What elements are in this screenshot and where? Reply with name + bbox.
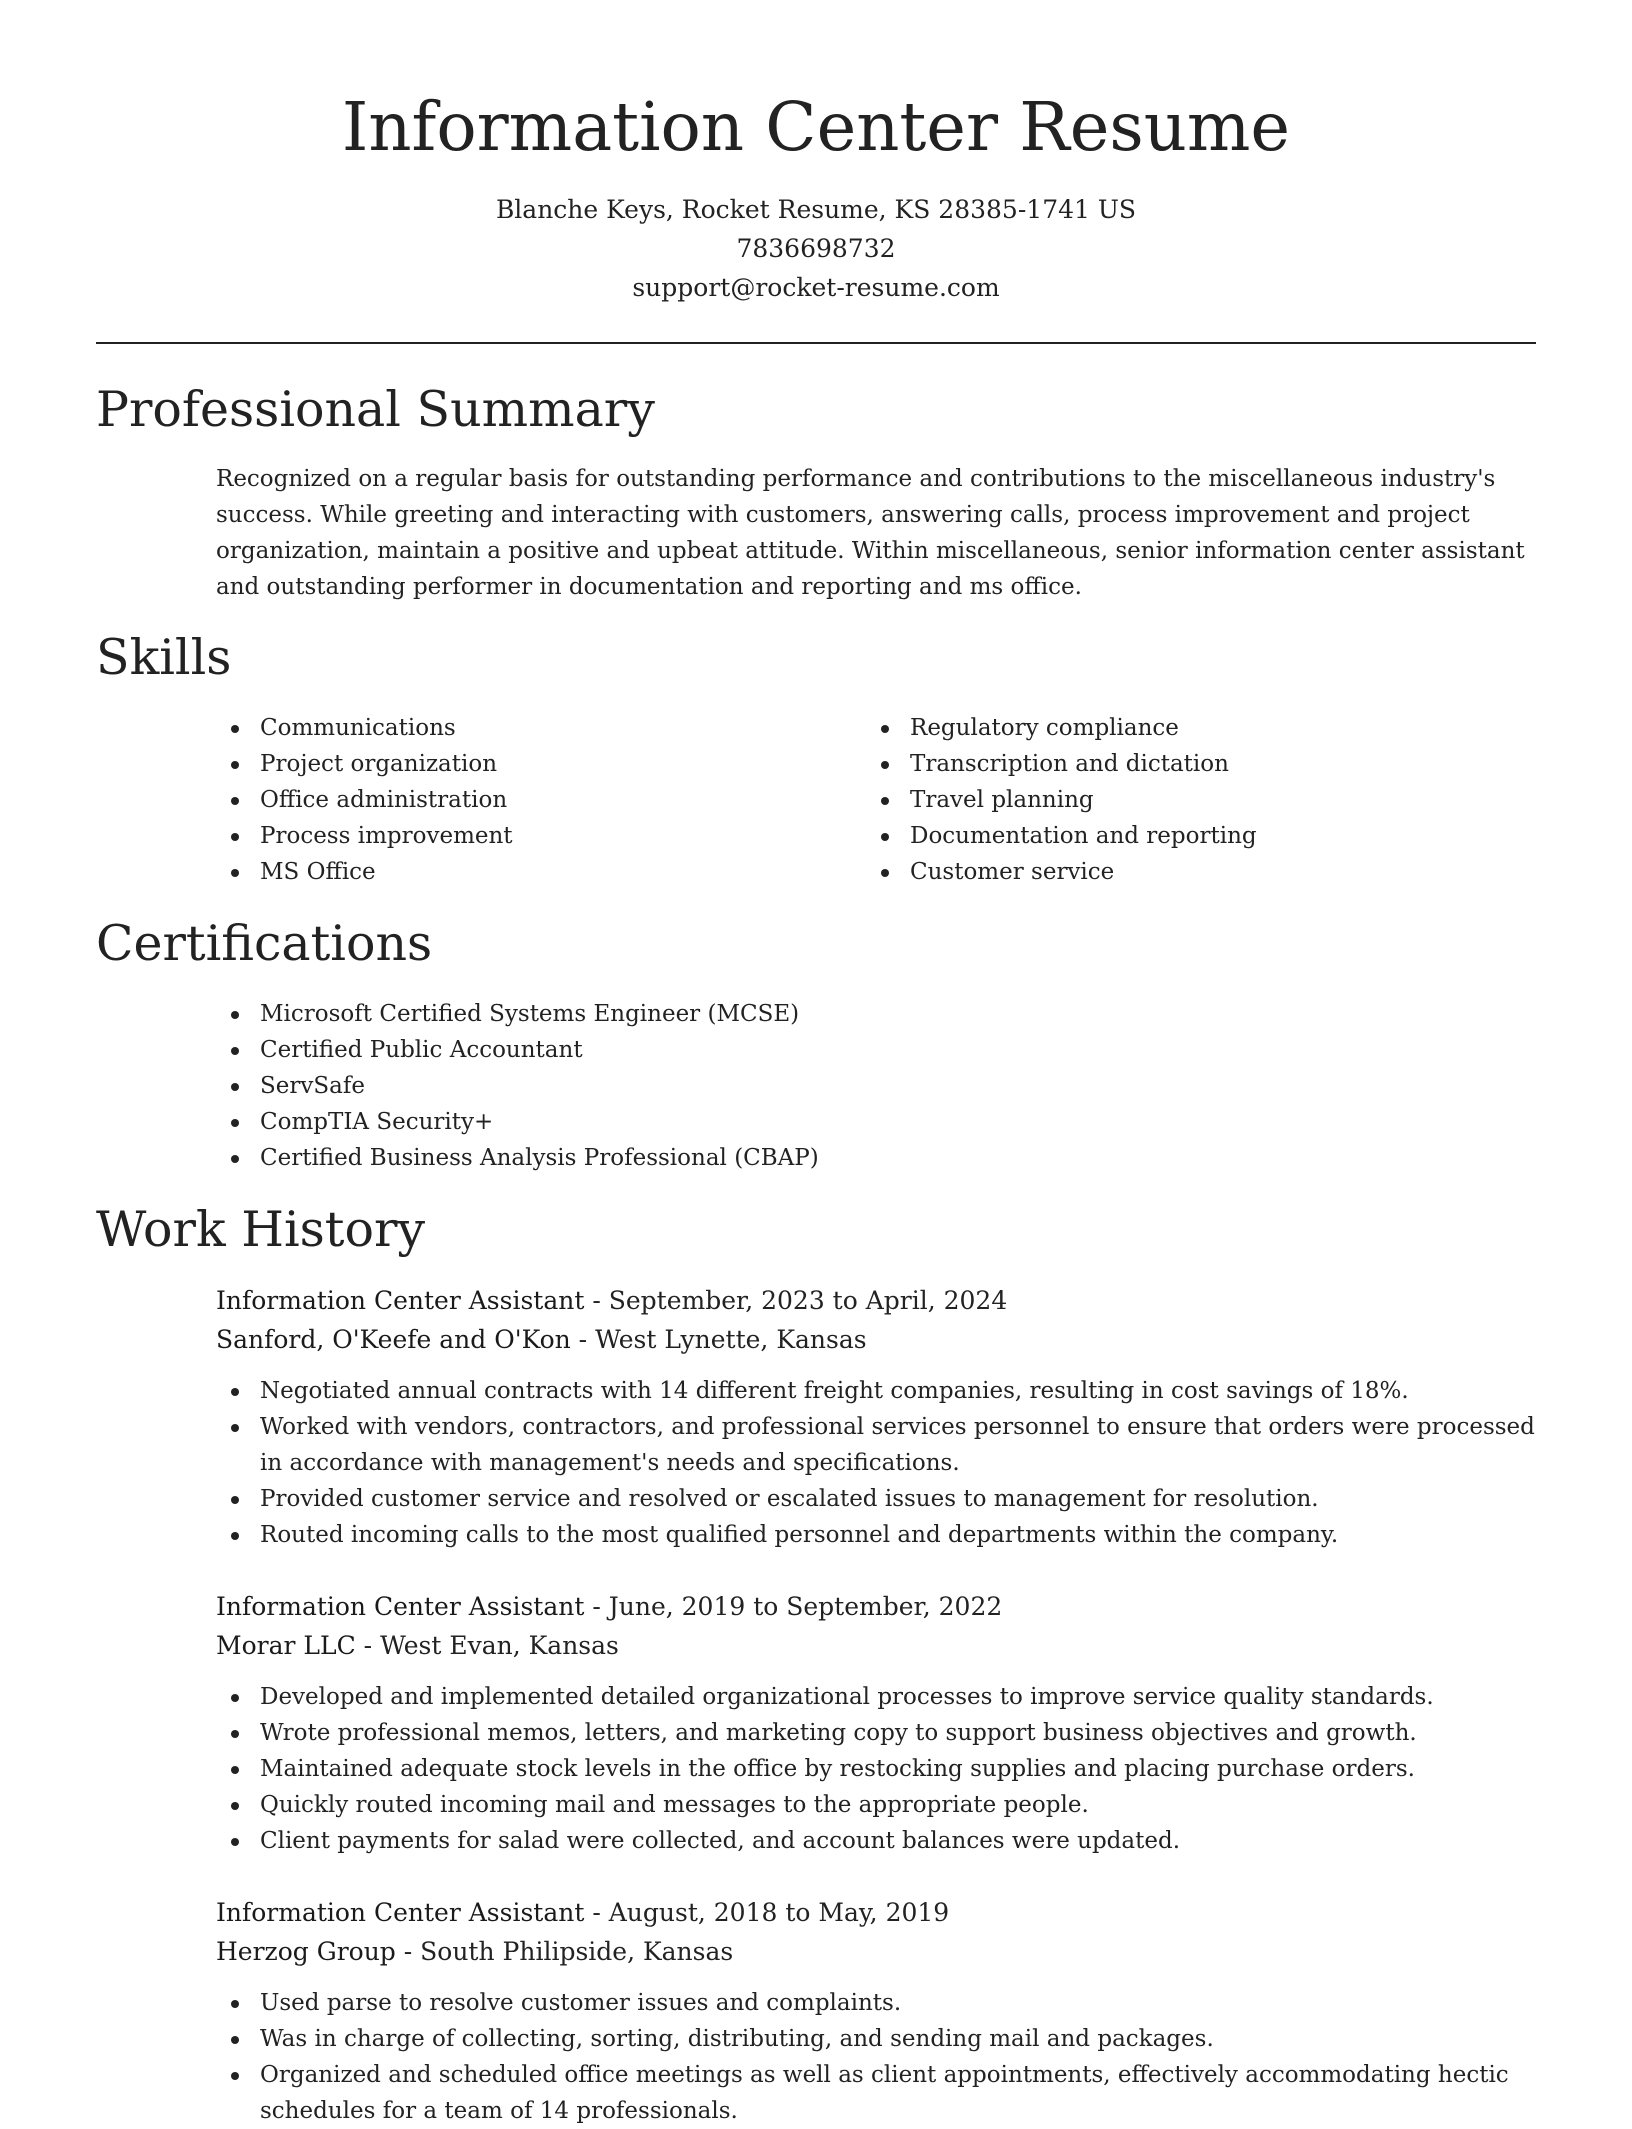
skill-item: Project organization bbox=[216, 746, 856, 782]
job-location: South Philipside, Kansas bbox=[420, 1937, 734, 1966]
header-divider bbox=[96, 342, 1536, 344]
skill-item: Transcription and dictation bbox=[866, 746, 1506, 782]
contact-email: support@rocket-resume.com bbox=[632, 273, 1000, 302]
job-bullet: Worked with vendors, contractors, and professional services personnel to ensure that orders were processed in accordance with management's needs and specifications. bbox=[216, 1409, 1536, 1481]
job-company: Morar LLC bbox=[216, 1631, 356, 1660]
job-company-line bbox=[216, 1320, 1536, 1359]
job-bullet: Routed incoming calls to the most qualified personnel and departments within the company. bbox=[216, 1517, 1536, 1553]
job-title: Information Center Assistant bbox=[216, 1286, 585, 1315]
certification-item: ServSafe bbox=[216, 1068, 1536, 1104]
job-separator: - bbox=[584, 1898, 609, 1927]
section-title-work-history: Work History bbox=[96, 1201, 426, 1258]
job-title-line bbox=[216, 1587, 1536, 1626]
job-separator: - bbox=[355, 1631, 381, 1660]
certification-item: Certified Business Analysis Professional (CBAP) bbox=[216, 1140, 1536, 1176]
contact-block bbox=[0, 190, 1632, 307]
job-bullet: Provided customer service and resolved or escalated issues to management for resolution. bbox=[216, 1481, 1536, 1517]
skills-list-left bbox=[216, 710, 856, 890]
skill-item: Process improvement bbox=[216, 818, 856, 854]
job-bullet: Maintained adequate stock levels in the office by restocking supplies and placing purchase orders. bbox=[216, 1751, 1536, 1787]
job-dates: September, 2023 to April, 2024 bbox=[608, 1286, 1008, 1315]
certification-item: Microsoft Certified Systems Engineer (MCSE) bbox=[216, 996, 1536, 1032]
job-bullet: Was in charge of collecting, sorting, distributing, and sending mail and packages. bbox=[216, 2021, 1536, 2057]
job-dates: June, 2019 to September, 2022 bbox=[608, 1592, 1003, 1621]
job-company: Sanford, O'Keefe and O'Kon bbox=[216, 1325, 571, 1354]
contact-phone: 7836698732 bbox=[736, 234, 896, 263]
job-bullet: Organized and scheduled office meetings as well as client appointments, effectively accommodating hectic schedules for a team of 14 professionals. bbox=[216, 2057, 1536, 2129]
job-bullet: Negotiated annual contracts with 14 different freight companies, resulting in cost savings of 18%. bbox=[216, 1373, 1536, 1409]
job-bullet: Client payments for salad were collected, and account balances were updated. bbox=[216, 1823, 1536, 1859]
skill-item: Customer service bbox=[866, 854, 1506, 890]
skill-item: MS Office bbox=[216, 854, 856, 890]
skills-list-right bbox=[866, 710, 1506, 890]
job-company-line bbox=[216, 1626, 1536, 1665]
job-separator: - bbox=[584, 1286, 609, 1315]
job-bullet: Developed and implemented detailed organizational processes to improve service quality standards. bbox=[216, 1679, 1536, 1715]
job-entry bbox=[216, 1587, 1536, 1859]
certification-item: CompTIA Security+ bbox=[216, 1104, 1536, 1140]
resume-title: Information Center Resume bbox=[341, 88, 1291, 166]
certifications-list bbox=[216, 996, 1536, 1176]
job-bullet: Quickly routed incoming mail and messages to the appropriate people. bbox=[216, 1787, 1536, 1823]
skill-item: Communications bbox=[216, 710, 856, 746]
job-company: Herzog Group bbox=[216, 1937, 396, 1966]
skill-item: Travel planning bbox=[866, 782, 1506, 818]
job-bullets bbox=[216, 1373, 1536, 1553]
job-title: Information Center Assistant bbox=[216, 1898, 585, 1927]
job-bullet: Used parse to resolve customer issues and complaints. bbox=[216, 1985, 1536, 2021]
job-bullets bbox=[216, 1679, 1536, 1859]
skill-item: Documentation and reporting bbox=[866, 818, 1506, 854]
job-company-line bbox=[216, 1932, 1536, 1971]
skill-item: Office administration bbox=[216, 782, 856, 818]
job-dates: August, 2018 to May, 2019 bbox=[608, 1898, 950, 1927]
job-bullet: Wrote professional memos, letters, and marketing copy to support business objectives and growth. bbox=[216, 1715, 1536, 1751]
section-title-skills: Skills bbox=[96, 629, 232, 686]
job-title: Information Center Assistant bbox=[216, 1592, 585, 1621]
certification-item: Certified Public Accountant bbox=[216, 1032, 1536, 1068]
contact-address: Blanche Keys, Rocket Resume, KS 28385-1741 US bbox=[495, 195, 1137, 224]
job-separator: - bbox=[395, 1937, 421, 1966]
skill-item: Regulatory compliance bbox=[866, 710, 1506, 746]
section-title-certifications: Certifications bbox=[96, 915, 433, 972]
job-location: West Lynette, Kansas bbox=[595, 1325, 867, 1354]
summary-text: Recognized on a regular basis for outstanding performance and contributions to the miscellaneous industry's success. While greeting and interacting with customers, answering calls, process improvement and project organization, maintain a positive and upbeat attitude. Within miscellaneous, senior information center assistant and outstanding performer in documentation and reporting and ms office. bbox=[216, 466, 1525, 600]
job-location: West Evan, Kansas bbox=[380, 1631, 619, 1660]
job-title-line bbox=[216, 1281, 1536, 1320]
job-entry bbox=[216, 1893, 1536, 2129]
job-entry bbox=[216, 1281, 1536, 1553]
section-title-summary: Professional Summary bbox=[96, 381, 655, 438]
job-separator: - bbox=[570, 1325, 596, 1354]
job-separator: - bbox=[584, 1592, 609, 1621]
job-bullets bbox=[216, 1985, 1536, 2129]
job-title-line bbox=[216, 1893, 1536, 1932]
